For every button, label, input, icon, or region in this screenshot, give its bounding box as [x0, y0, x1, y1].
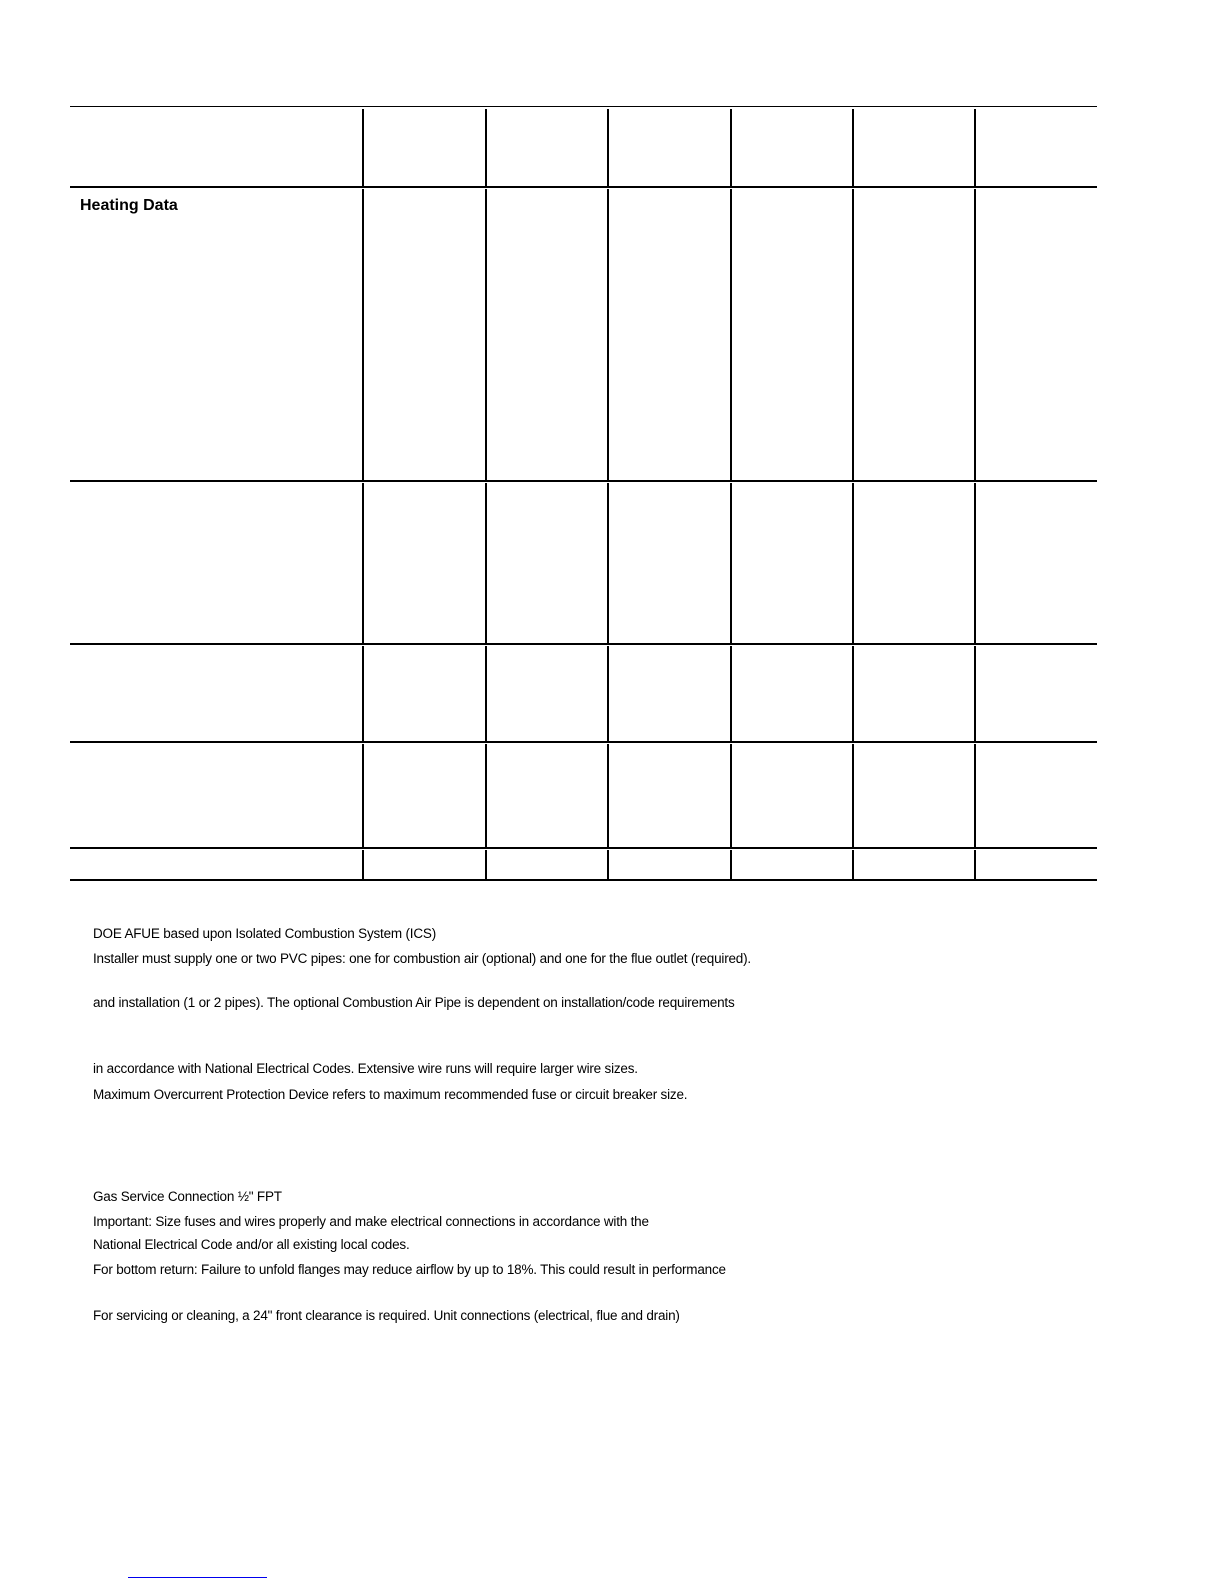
column-divider: [974, 744, 976, 847]
column-divider: [730, 744, 732, 847]
note-wire-sizes: in accordance with National Electrical Codes. Extensive wire runs will require larger wire sizes.: [93, 1061, 638, 1076]
column-divider: [730, 189, 732, 480]
table-rule: [70, 480, 1097, 482]
column-divider: [852, 483, 854, 643]
heating-data-heading: Heating Data: [80, 197, 178, 214]
column-divider: [730, 109, 732, 186]
column-divider: [852, 850, 854, 879]
column-divider: [852, 646, 854, 741]
column-divider: [607, 850, 609, 879]
column-divider: [362, 646, 364, 741]
note-overcurrent: Maximum Overcurrent Protection Device refers to maximum recommended fuse or circuit breaker size.: [93, 1087, 688, 1102]
note-installation: and installation (1 or 2 pipes). The optional Combustion Air Pipe is dependent on installation/code requirements: [93, 995, 735, 1010]
column-divider: [974, 189, 976, 480]
note-servicing: For servicing or cleaning, a 24" front clearance is required. Unit connections (electrical, flue and drain): [93, 1308, 680, 1323]
column-divider: [485, 109, 487, 186]
column-divider: [974, 109, 976, 186]
column-divider: [730, 646, 732, 741]
column-divider: [730, 850, 732, 879]
table-rule-header: [70, 186, 1097, 188]
column-divider: [974, 850, 976, 879]
column-divider: [852, 189, 854, 480]
column-divider: [852, 744, 854, 847]
column-divider: [362, 850, 364, 879]
table-rule-top: [70, 106, 1097, 107]
column-divider: [974, 646, 976, 741]
note-afue: DOE AFUE based upon Isolated Combustion System (ICS): [93, 926, 437, 941]
note-bottom-return: For bottom return: Failure to unfold flanges may reduce airflow by up to 18%. This could result in performance: [93, 1262, 726, 1277]
column-divider: [485, 189, 487, 480]
table-rule: [70, 741, 1097, 743]
column-divider: [362, 744, 364, 847]
footnote-link-underline[interactable]: [128, 1577, 267, 1578]
column-divider: [485, 646, 487, 741]
column-divider: [362, 109, 364, 186]
column-divider: [852, 109, 854, 186]
column-divider: [974, 483, 976, 643]
column-divider: [607, 744, 609, 847]
note-gas-connection: Gas Service Connection ½" FPT: [93, 1189, 282, 1204]
table-rule: [70, 847, 1097, 849]
column-divider: [485, 850, 487, 879]
column-divider: [607, 189, 609, 480]
column-divider: [730, 483, 732, 643]
column-divider: [362, 483, 364, 643]
column-divider: [607, 109, 609, 186]
table-rule: [70, 643, 1097, 645]
column-divider: [362, 189, 364, 480]
note-important: Important: Size fuses and wires properly and make electrical connections in accordance with the: [93, 1214, 649, 1229]
column-divider: [485, 483, 487, 643]
note-electrical-code: National Electrical Code and/or all existing local codes.: [93, 1237, 410, 1252]
column-divider: [607, 646, 609, 741]
column-divider: [607, 483, 609, 643]
note-pvc-pipes: Installer must supply one or two PVC pipes: one for combustion air (optional) and one for the flue outlet (required).: [93, 951, 751, 966]
table-rule-bottom: [70, 879, 1097, 881]
column-divider: [485, 744, 487, 847]
